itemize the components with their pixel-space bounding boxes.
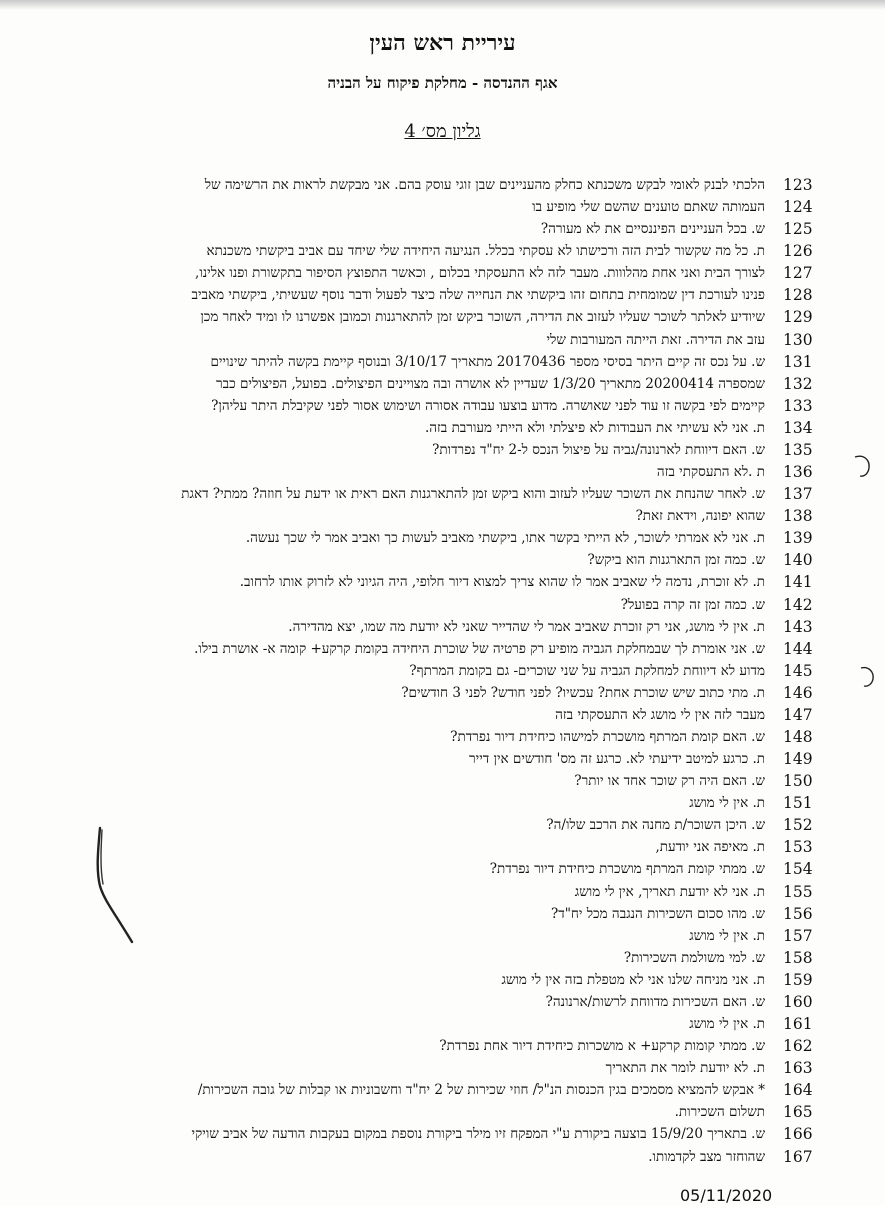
- line-text: ש. אני אומרת לך שבמחלקת הגביה מופיע רק פרטיה של שוכרת היחידה בקומת קרקע+ קומה א- אושרת בילו.: [194, 640, 765, 657]
- line-text: ש. היכן השוכר/ת מחנה את הרכב שלו/ה?: [546, 817, 765, 834]
- transcript-line: [80, 1057, 825, 1079]
- margin-mark: [858, 664, 878, 690]
- line-number: 124: [783, 198, 813, 217]
- line-text: ש. האם השכירות מדווחת לרשות/ארנונה?: [545, 993, 765, 1010]
- line-text: * אבקש להמציא מסמכים בגין הכנסות הנ"ל/ חוזי שכירות של 2 יח"ד וחשבוניות או קבלות של גובה השכירות/: [197, 1082, 765, 1099]
- line-number: 131: [783, 352, 813, 371]
- city-title: עיריית ראש העין: [369, 30, 516, 56]
- line-text: ש. ממתי קומת המרתף מושכרת כיחידת דיור נפרדת?: [489, 861, 765, 878]
- line-text: ת. אני לא יודעת תאריך, אין לי מושג: [574, 883, 765, 900]
- line-text: ש. ממתי קומות קרקע+ א מושכרות כיחידת דיור אחת נפרדת?: [439, 1038, 765, 1055]
- line-number: 149: [783, 750, 813, 769]
- transcript-line: [80, 792, 825, 814]
- transcript-line: [80, 174, 825, 196]
- line-number: 147: [783, 705, 813, 724]
- line-text: ת. אין לי מושג: [689, 795, 765, 812]
- transcript-line: [80, 726, 825, 748]
- line-number: 164: [783, 1081, 813, 1100]
- line-text: ש. על נכס זה קיים היתר בסיסי מספר 20170436 מתאריך 3/10/17 ובנוסף קיימת בקשה להיתר שינויים: [210, 353, 765, 370]
- transcript-line: [80, 682, 825, 704]
- line-number: 159: [783, 970, 813, 989]
- line-number: 142: [783, 595, 813, 614]
- transcript-line: [80, 814, 825, 836]
- transcript-line: [80, 461, 825, 483]
- line-number: 153: [783, 838, 813, 857]
- line-text: ת. אני מניחה שלנו אני לא מטפלת בזה אין לי מושג: [501, 971, 765, 988]
- line-text: ת. כל מה שקשור לבית הזה ורכישתו לא עסקתי בכלל. הנגיעה היחידה שלי שיחד עם אביב ביקשתי משכנתא: [206, 243, 765, 260]
- line-text: שיודיע לאלתר לשוכר שעליו לעזוב את הדירה, השוכר ביקש זמן להתארגנות וכמובן אפשרנו לו ומיד לאחר מכן: [200, 309, 765, 326]
- line-number: 150: [783, 772, 813, 791]
- line-number: 146: [783, 683, 813, 702]
- line-text: ת. לא יודעת לומר את התאריך: [605, 1060, 765, 1077]
- line-text: ת. אין לי מושג, אני רק זוכרת שאביב אמר לי שהדייר שאני לא יודעת מה שמו, יצא מהדירה.: [288, 618, 765, 635]
- line-text: ת. אין לי מושג: [689, 1016, 765, 1033]
- line-number: 136: [783, 463, 813, 482]
- line-text: שמספרה 20200414 מתאריך 1/3/20 שעדיין לא אושרה ובה מצויינים הפיצולים. בפועל, הפיצולים כבר: [215, 375, 765, 392]
- line-number: 132: [783, 374, 813, 393]
- transcript-line: [80, 306, 825, 328]
- line-number: 128: [783, 286, 813, 305]
- line-number: 141: [783, 573, 813, 592]
- transcript-line: [80, 836, 825, 858]
- transcript-line: [80, 660, 825, 682]
- transcript-line: [80, 858, 825, 880]
- line-number: 130: [783, 330, 813, 349]
- sheet-number: גליון מס׳ 4: [404, 121, 481, 142]
- line-text: העמותה שאתם טוענים שהשם שלי מופיע בו: [532, 199, 765, 216]
- transcript-line: [80, 1101, 825, 1123]
- transcript-line: [80, 196, 825, 218]
- line-text: ת. אני לא אמרתי לשוכר, לא הייתי בקשר אתו, ביקשתי מאביב לעשות כך ואביב אמר לי שכך נעשה.: [245, 530, 765, 547]
- line-number: 123: [783, 176, 813, 194]
- transcript-line: [80, 262, 825, 284]
- line-text: שהוחזר מצב לקדמותו.: [648, 1148, 765, 1165]
- transcript-line: [80, 439, 825, 461]
- line-number: 166: [783, 1125, 813, 1144]
- line-text: ש. כמה זמן זה קרה בפועל?: [620, 596, 765, 613]
- line-number: 126: [783, 242, 813, 261]
- line-text: הלכתי לבנק לאומי לבקש משכנתא כחלק מהעניינים שבן זוגי עוסק בהם. אני מבקשת לראות את הרשימה של: [204, 177, 765, 193]
- line-text: קיימים לפי בקשה זו עוד לפני שאושרה. מדוע בוצעו עבודה אסורה ושימוש אסור לפני שקיבלת היתר עליהן?: [211, 397, 765, 414]
- department-subtitle: אגף ההנדסה - מחלקת פיקוח על הבניה: [327, 74, 558, 92]
- line-number: 154: [783, 860, 813, 879]
- line-number: 129: [783, 308, 813, 327]
- line-text: מעבר לזה אין לי מושג לא התעסקתי בזה: [555, 706, 765, 723]
- transcript-line: [80, 527, 825, 549]
- transcript-line: [80, 395, 825, 417]
- line-number: 139: [783, 529, 813, 548]
- transcript-line: [80, 1013, 825, 1035]
- line-text: ת. מתי כתוב שיש שוכרת אחת? עכשיו? לפני חודש? לפני 3 חודשים?: [401, 684, 765, 701]
- line-number: 144: [783, 639, 813, 658]
- line-text: ת. לא זוכרת, נדמה לי שאביב אמר לו שהוא צריך למצוא דיור חלופי, היה הגיוני לא לזרוק אותו לרחוב.: [239, 574, 765, 591]
- transcript-line: [80, 947, 825, 969]
- line-text: ש. האם דיווחת לארנונה/גביה על פיצול הנכס ל-2 יח"ד נפרדות?: [432, 441, 765, 458]
- footer-date: 05/11/2020: [680, 1186, 773, 1205]
- transcript-line: [80, 616, 825, 638]
- line-number: 157: [783, 926, 813, 945]
- line-text: ת. מאיפה אני יודעת,: [655, 839, 765, 856]
- transcript-line: [80, 351, 825, 373]
- transcript-line: [80, 1123, 825, 1145]
- line-text: ת. אין לי מושג: [689, 927, 765, 944]
- line-number: 135: [783, 440, 813, 459]
- line-number: 125: [783, 220, 813, 239]
- line-text: ת .לא התעסקתי בזה: [656, 464, 765, 481]
- line-text: שהוא יפונה, וידאת זאת?: [635, 508, 765, 525]
- margin-mark: [852, 452, 874, 480]
- line-text: תשלום השכירות.: [674, 1104, 765, 1121]
- line-text: עזב את הדירה. זאת הייתה המעורבות שלי: [546, 331, 765, 348]
- line-number: 145: [783, 661, 813, 680]
- line-text: ש. בכל העניינים הפיננסיים את לא מעורה?: [540, 221, 765, 238]
- line-number: 156: [783, 904, 813, 923]
- line-text: מדוע לא דיווחת למחלקת הגביה על שני שוכרים- גם בקומת המרתף?: [409, 662, 765, 679]
- line-number: 140: [783, 551, 813, 570]
- line-number: 161: [783, 1015, 813, 1034]
- line-number: 165: [783, 1103, 813, 1122]
- handwritten-signature: [88, 820, 148, 950]
- transcript-line: [80, 770, 825, 792]
- transcript-line: [80, 594, 825, 616]
- line-number: 127: [783, 264, 813, 283]
- line-number: 137: [783, 485, 813, 504]
- line-number: 138: [783, 507, 813, 526]
- line-number: 143: [783, 617, 813, 636]
- transcript-line: [80, 373, 825, 395]
- line-text: ש. בתאריך 15/9/20 בוצעה ביקורת ע"י המפקח זיו מילר ביקורת נוספת במקום בעקבות הודעה של אביב שויקי: [191, 1126, 765, 1143]
- transcript-line: [80, 483, 825, 505]
- transcript-line: [80, 329, 825, 351]
- line-text: ש. האם היה רק שוכר אחד או יותר?: [574, 773, 765, 790]
- transcript-line: [80, 549, 825, 571]
- transcript-line: [80, 571, 825, 593]
- transcript-line: [80, 748, 825, 770]
- transcript-line: [80, 704, 825, 726]
- line-text: ש. למי משולמת השכירות?: [623, 949, 765, 966]
- line-text: ש. כמה זמן התארגנות הוא ביקש?: [587, 552, 765, 569]
- line-text: לצורך הבית ואני אחת מהלווות. מעבר לזה לא התעסקתי בכלום , וכאשר התפוצץ הסיפור בתקשורת ופנו אלינו,: [195, 265, 765, 282]
- transcript-line: [80, 1035, 825, 1057]
- transcript-line: [80, 417, 825, 439]
- transcript-line: [80, 1079, 825, 1101]
- line-number: 167: [783, 1147, 813, 1166]
- line-text: ש. לאחר שהנחת את השוכר שעליו לעזוב והוא ביקש זמן להתארגנות האם ראית או ידעת על חוזה? ממתי? דאגת: [181, 486, 765, 503]
- line-number: 158: [783, 948, 813, 967]
- line-text: ש. האם קומת המרתף מושכרת למישהו כיחידת דיור נפרדת?: [450, 729, 765, 745]
- transcript-line: [80, 240, 825, 262]
- scan-shadow: [0, 0, 885, 10]
- transcript-line: [80, 991, 825, 1013]
- transcript-line: [80, 903, 825, 925]
- line-number: 160: [783, 992, 813, 1011]
- line-number: 152: [783, 816, 813, 835]
- transcript-line: [80, 1146, 825, 1168]
- line-number: 148: [783, 728, 813, 746]
- line-number: 155: [783, 882, 813, 901]
- line-number: 133: [783, 396, 813, 415]
- line-text: ת. כרגע למיטב ידיעתי לא. כרגע זה מס' חודשים אין דייר: [469, 751, 765, 768]
- transcript-line: [80, 638, 825, 660]
- transcript-line: [80, 925, 825, 947]
- line-text: ש. מהו סכום השכירות הנגבה מכל יח"ד?: [550, 905, 765, 922]
- line-number: 163: [783, 1059, 813, 1078]
- transcript-line: [80, 284, 825, 306]
- line-text: ת. אני לא עשיתי את העבודות לא פיצלתי ולא הייתי מעורבת בזה.: [424, 419, 765, 436]
- line-text: פנינו לעורכת דין שמומחית בתחום זהו ביקשתי את הנחייה שלה כיצד לפעול ודבר נוסף שעשיתי, ביקשתי מאביב: [191, 287, 765, 304]
- line-number: 134: [783, 418, 813, 437]
- transcript-line: [80, 881, 825, 903]
- line-number: 162: [783, 1037, 813, 1056]
- transcript-line: [80, 218, 825, 240]
- transcript-line: [80, 505, 825, 527]
- line-number: 151: [783, 794, 813, 813]
- transcript-line: [80, 969, 825, 991]
